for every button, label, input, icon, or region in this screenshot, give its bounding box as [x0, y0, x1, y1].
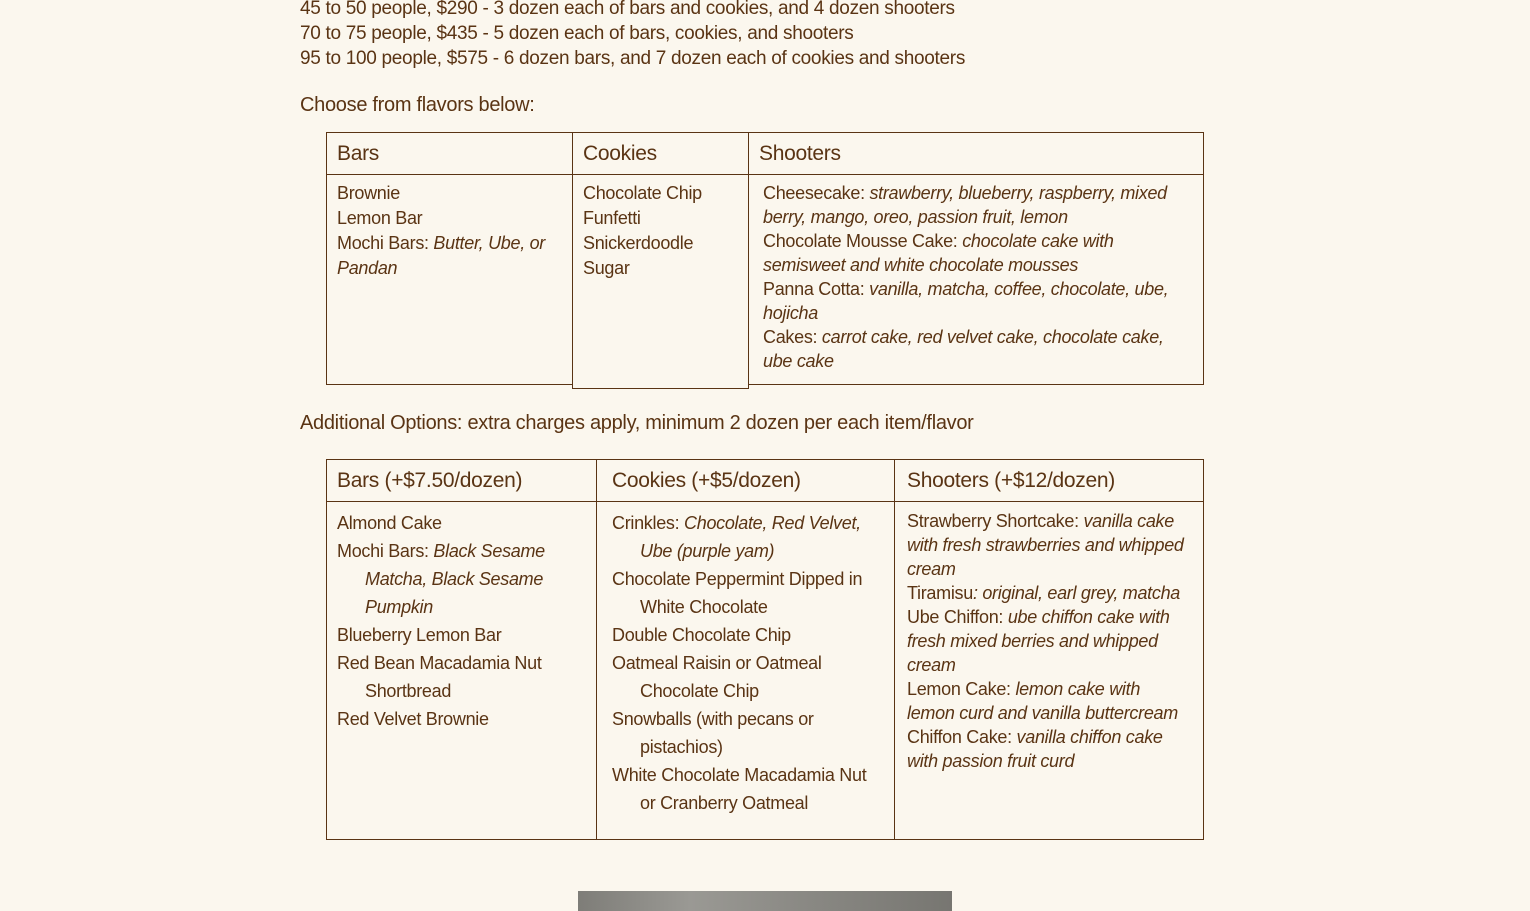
flavor-name: Tiramisu [907, 583, 973, 603]
package-line: 70 to 75 people, $435 - 5 dozen each of bars, cookies, and shooters [300, 23, 854, 44]
flavor-name: Lemon Bar [337, 208, 423, 228]
package-line: 45 to 50 people, $290 - 3 dozen each of bars and cookies, and 4 dozen shooters [300, 0, 955, 19]
flavor-item [337, 537, 592, 621]
flavor-item [337, 705, 592, 733]
shooters-cell [894, 501, 1204, 840]
flavor-name: Almond Cake [337, 513, 442, 533]
flavor-description: chocolate cake with semisweet and white chocolate mousses [763, 231, 1114, 275]
flavor-name: Cheesecake: [763, 183, 865, 203]
cookies-cell [596, 501, 895, 840]
flavor-description: vanilla cake with fresh strawberries and whipped cream [907, 511, 1184, 579]
flavor-item [612, 649, 886, 705]
flavor-item [907, 581, 1189, 605]
flavor-description: vanilla, matcha, coffee, chocolate, ube, hojicha [763, 279, 1169, 323]
flavor-item [337, 649, 592, 705]
header-bars: Bars [326, 132, 573, 175]
header-bars: Bars (+$7.50/dozen) [326, 459, 597, 502]
additional-heading: Additional Options: extra charges apply, minimum 2 dozen per each item/flavor [300, 412, 974, 434]
bars-cell [326, 174, 573, 385]
bars-cell [326, 501, 597, 840]
flavor-name: Mochi Bars: [337, 233, 429, 253]
flavor-description: Chocolate, Red Velvet, Ube (purple yam) [640, 513, 861, 561]
flavor-name: Snowballs (with pecans or pistachios) [612, 709, 814, 757]
flavor-name: Crinkles: [612, 513, 680, 533]
flavor-item [907, 677, 1189, 725]
flavor-name: Double Chocolate Chip [612, 625, 791, 645]
flavor-name: Cakes: [763, 327, 818, 347]
flavor-description: lemon cake with lemon curd and vanilla buttercream [907, 679, 1178, 723]
flavor-item [337, 181, 562, 206]
flavor-item: Snickerdoodle [583, 233, 694, 253]
flavor-name: Brownie [337, 183, 400, 203]
flavor-description: ube chiffon cake with fresh mixed berries and whipped cream [907, 607, 1170, 675]
flavor-description: Butter, Ube, or Pandan [337, 233, 545, 278]
flavor-item [337, 206, 562, 231]
header-shooters: Shooters (+$12/dozen) [894, 459, 1204, 502]
flavor-item [337, 231, 562, 281]
flavor-name: Red Bean Macadamia Nut Shortbread [337, 653, 542, 701]
flavor-item [612, 565, 886, 621]
flavor-name: Oatmeal Raisin or Oatmeal Chocolate Chip [612, 653, 822, 701]
flavor-name: Ube Chiffon: [907, 607, 1004, 627]
flavor-item [612, 705, 886, 761]
flavor-description: Black Sesame Matcha, Black Sesame Pumpkin [365, 541, 545, 617]
flavor-item [763, 277, 1189, 325]
flavor-item [337, 621, 592, 649]
flavor-item [612, 509, 886, 565]
flavor-name: Chocolate Peppermint Dipped in White Chocolate [612, 569, 863, 617]
flavor-name: Blueberry Lemon Bar [337, 625, 502, 645]
flavor-name: Red Velvet Brownie [337, 709, 489, 729]
cake-photo [578, 891, 952, 911]
flavor-item [907, 509, 1189, 581]
flavor-item: Funfetti [583, 208, 641, 228]
flavor-item: Chocolate Chip [583, 183, 702, 203]
flavor-item [612, 621, 886, 649]
flavor-name: Lemon Cake: [907, 679, 1011, 699]
package-line: 95 to 100 people, $575 - 6 dozen bars, and 7 dozen each of cookies and shooters [300, 48, 966, 69]
flavor-name: Mochi Bars: [337, 541, 429, 561]
flavor-name: Chocolate Mousse Cake: [763, 231, 958, 251]
flavor-name: Panna Cotta: [763, 279, 865, 299]
cookies-cell [572, 174, 749, 389]
flavor-item [612, 761, 886, 817]
flavor-description: : original, earl grey, matcha [972, 583, 1181, 603]
header-cookies: Cookies [572, 132, 749, 175]
shooters-cell [748, 174, 1204, 385]
flavor-item [337, 509, 592, 537]
flavor-item [763, 325, 1189, 373]
flavor-description: vanilla chiffon cake with passion fruit curd [907, 727, 1163, 771]
flavor-item [907, 605, 1189, 677]
flavor-name: White Chocolate Macadamia Nut or Cranberry Oatmeal [612, 765, 867, 813]
flavor-item [763, 229, 1189, 277]
flavor-name: Chiffon Cake: [907, 727, 1012, 747]
flavor-description: carrot cake, red velvet cake, chocolate cake, ube cake [763, 327, 1164, 371]
flavor-item [763, 181, 1189, 229]
flavor-item: Sugar [583, 258, 630, 278]
choose-heading: Choose from flavors below: [300, 94, 535, 116]
header-shooters: Shooters [748, 132, 1204, 175]
flavor-item [907, 725, 1189, 773]
flavor-description: strawberry, blueberry, raspberry, mixed berry, mango, oreo, passion fruit, lemon [763, 183, 1167, 227]
flavor-name: Strawberry Shortcake: [907, 511, 1079, 531]
header-cookies: Cookies (+$5/dozen) [596, 459, 895, 502]
